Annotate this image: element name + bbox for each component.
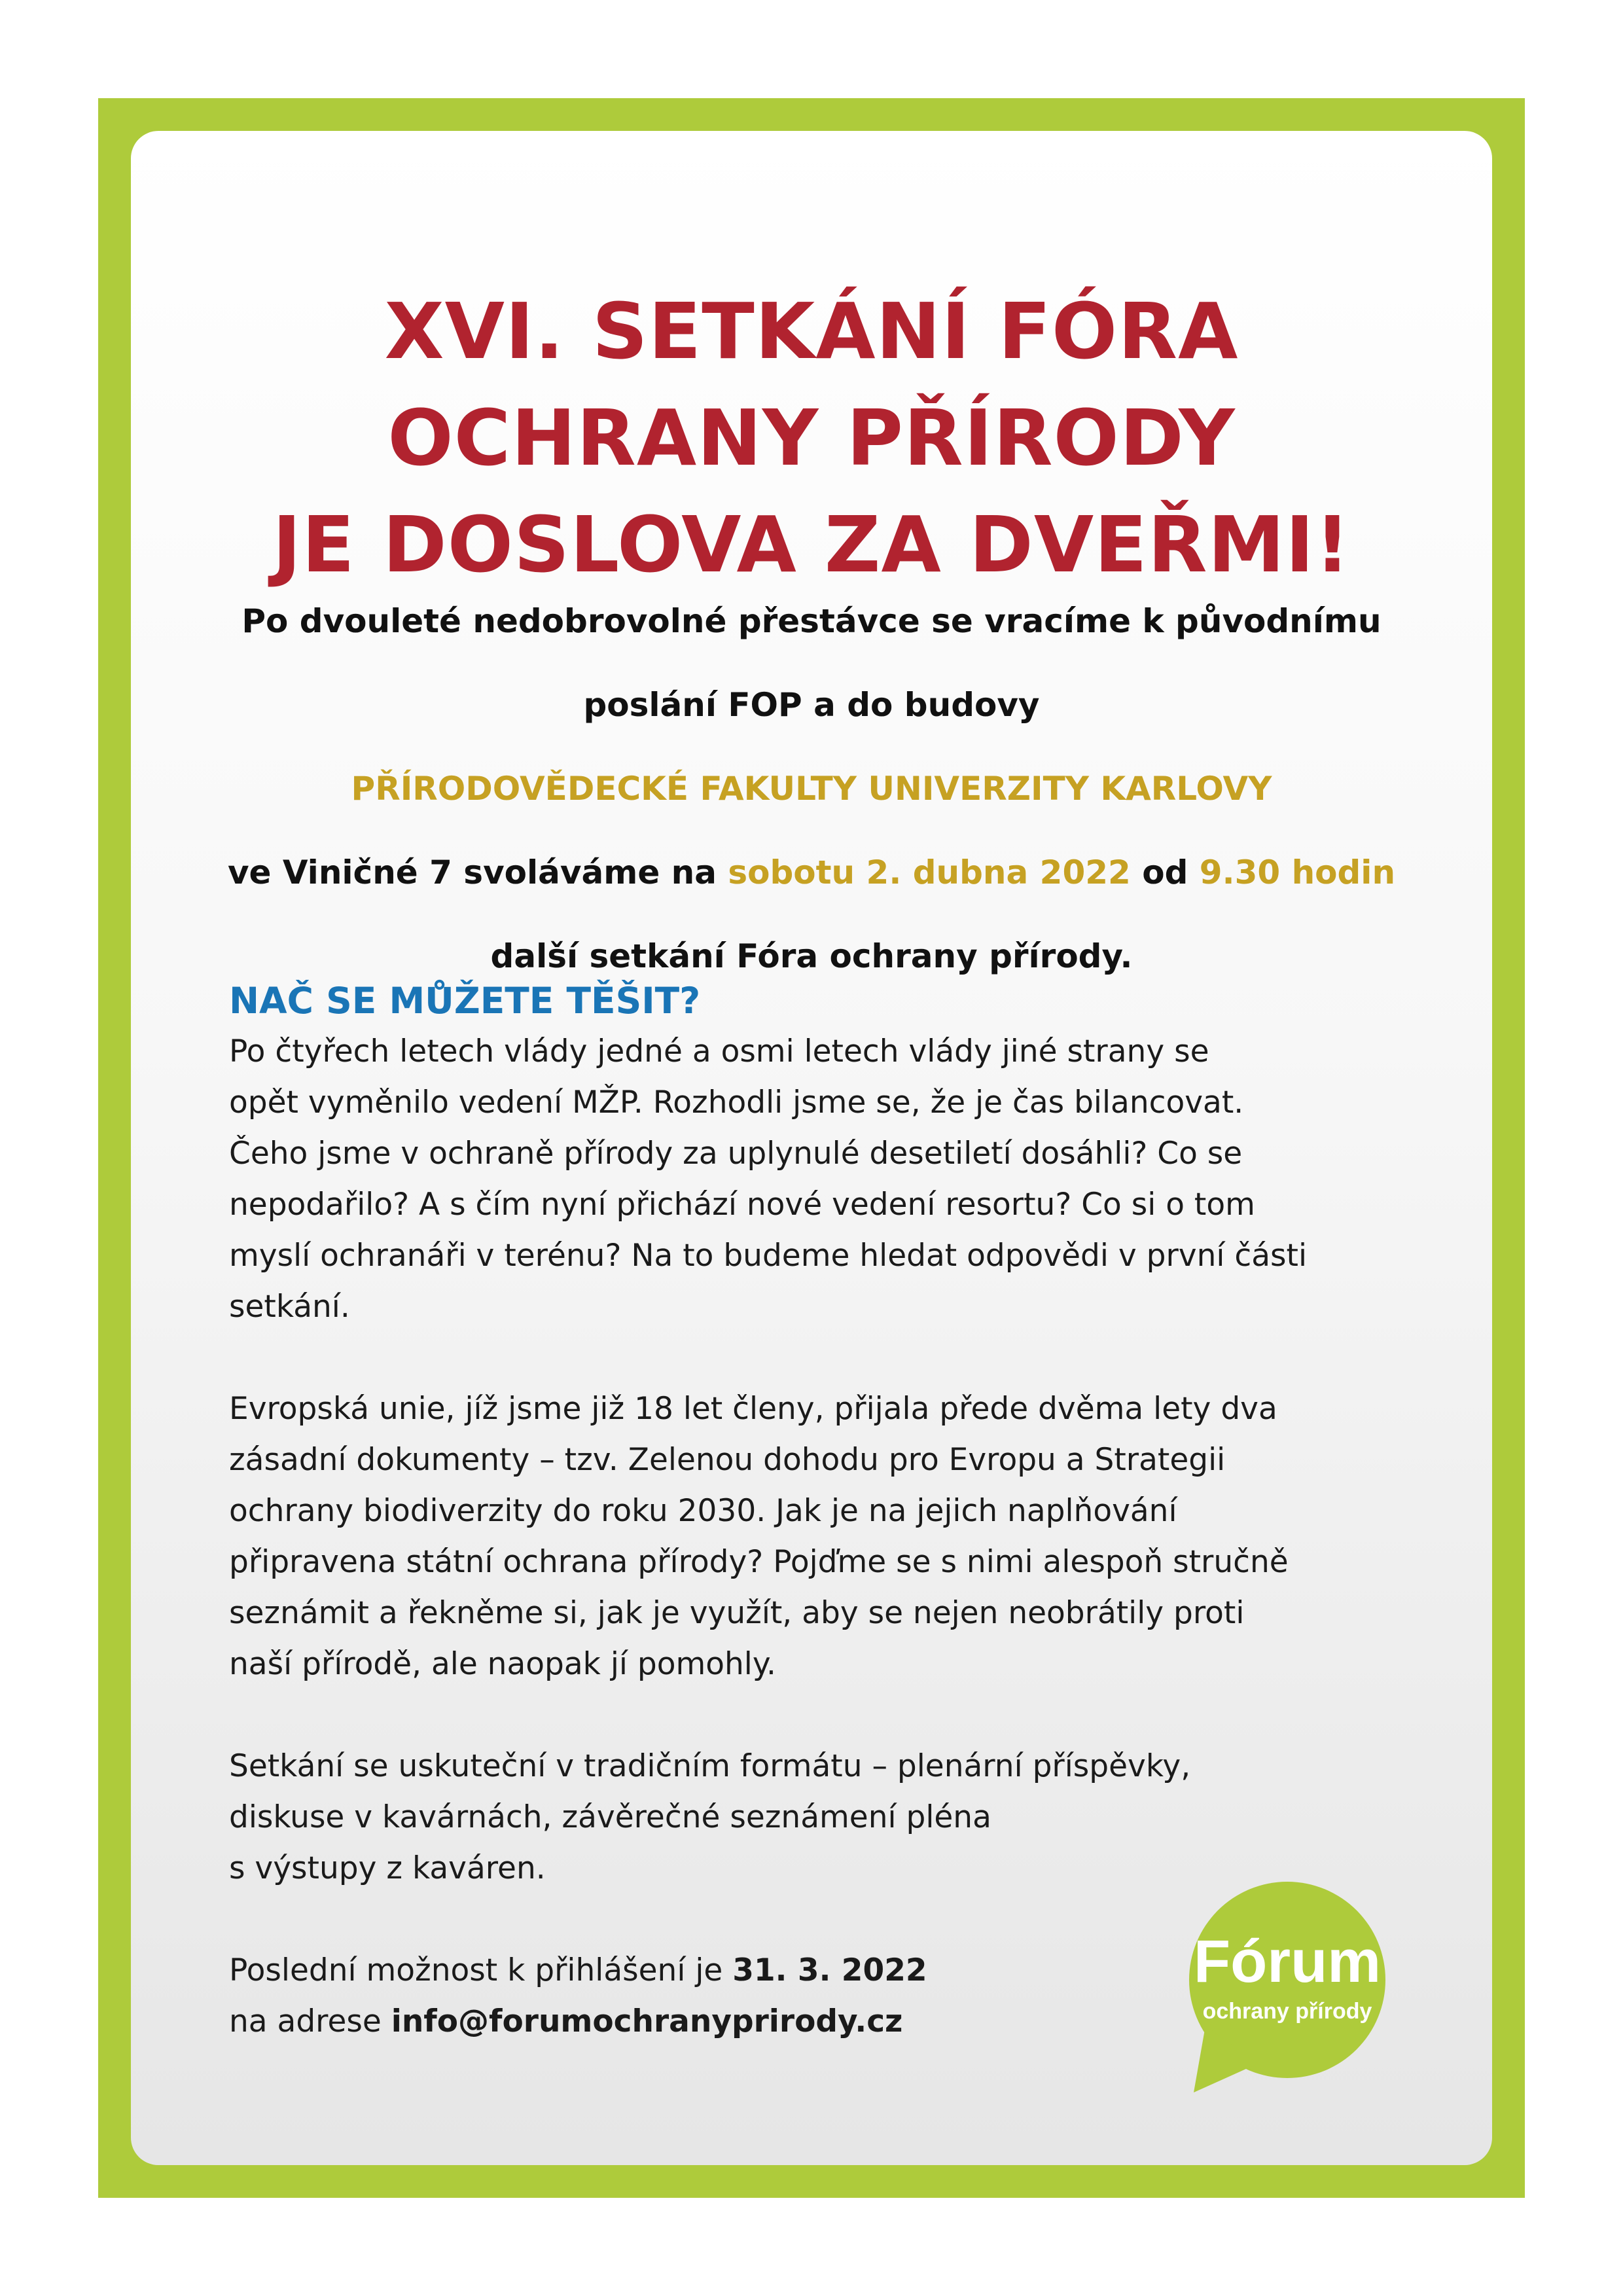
- logo-title: Fórum: [1193, 1928, 1382, 1995]
- paragraph-line: setkání.: [229, 1289, 350, 1325]
- title-line-3: JE DOSLOVA ZA DVEŘMI!: [272, 499, 1351, 590]
- contact-email-link[interactable]: info@forumochranyprirody.cz: [391, 2003, 903, 2039]
- date-time-joiner: od: [1130, 853, 1200, 891]
- paragraph-line: připravena státní ochrana přírody? Pojďme se s nimi alespoň stručně: [229, 1544, 1289, 1580]
- logo-subtitle: ochrany přírody: [1202, 1999, 1372, 2024]
- paragraph-spacer: [229, 1333, 1407, 1384]
- event-time: 9.30 hodin: [1199, 853, 1396, 891]
- paragraph-line: myslí ochranáři v terénu? Na to budeme hledat odpovědi v první části: [229, 1238, 1307, 1274]
- paragraph-line: s výstupy z kaváren.: [229, 1850, 546, 1886]
- title-line-1: XVI. SETKÁNÍ FÓRA: [384, 286, 1239, 376]
- intro-line-2: poslání FOP a do budovy: [583, 686, 1040, 724]
- paragraph-3: [229, 1741, 1407, 1894]
- venue-text: ve Viničné 7 svoláváme na: [227, 853, 728, 891]
- intro-block: [131, 579, 1492, 998]
- registration-text: Poslední možnost k přihlášení je: [229, 1952, 733, 1988]
- paragraph-line: Čeho jsme v ochraně přírody za uplynulé desetiletí dosáhli? Co se: [229, 1136, 1243, 1172]
- address-text: na adrese: [229, 2003, 391, 2039]
- green-frame: [98, 98, 1525, 2198]
- paragraph-line: opět vyměnilo vedení MŽP. Rozhodli jsme se, že je čas bilancovat.: [229, 1085, 1244, 1121]
- paragraph-line: Setkání se uskuteční v tradičním formátu – plenární příspěvky,: [229, 1748, 1191, 1784]
- paragraph-line: seznámit a řekněme si, jak je využít, aby se nejen neobrátily proti: [229, 1595, 1245, 1631]
- event-date: sobotu 2. dubna 2022: [728, 853, 1131, 891]
- page-title: [131, 278, 1492, 598]
- paragraph-line: diskuse v kavárnách, závěrečné seznámení pléna: [229, 1799, 991, 1835]
- section-heading: NAČ SE MŮŽETE TĚŠIT?: [229, 980, 701, 1022]
- intro-line-5: další setkání Fóra ochrany přírody.: [490, 937, 1133, 975]
- intro-line-4: [131, 831, 1492, 914]
- faculty-name: PŘÍRODOVĚDECKÉ FAKULTY UNIVERZITY KARLOVY: [351, 770, 1272, 808]
- paragraph-1: [229, 1026, 1407, 1333]
- paragraph-line: Evropská unie, jíž jsme již 18 let členy, přijala přede dvěma lety dva: [229, 1391, 1277, 1427]
- content-panel: [131, 131, 1492, 2165]
- paragraph-line: Po čtyřech letech vlády jedné a osmi letech vlády jiné strany se: [229, 1033, 1209, 1069]
- paragraph-line: ochrany biodiverzity do roku 2030. Jak je na jejich naplňování: [229, 1493, 1177, 1529]
- intro-line-1: Po dvouleté nedobrovolné přestávce se vracíme k původnímu: [241, 602, 1382, 640]
- title-line-2: OCHRANY PŘÍRODY: [387, 393, 1236, 483]
- paragraph-line: naší přírodě, ale naopak jí pomohly.: [229, 1646, 776, 1682]
- registration-deadline: 31. 3. 2022: [732, 1952, 927, 1988]
- paragraph-line: zásadní dokumenty – tzv. Zelenou dohodu pro Evropu a Strategii: [229, 1442, 1226, 1478]
- paragraph-line: nepodařilo? A s čím nyní přichází nové vedení resortu? Co si o tom: [229, 1187, 1255, 1223]
- forum-logo: [1179, 1882, 1395, 2098]
- paragraph-2: [229, 1384, 1407, 1690]
- paragraph-spacer: [229, 1690, 1407, 1741]
